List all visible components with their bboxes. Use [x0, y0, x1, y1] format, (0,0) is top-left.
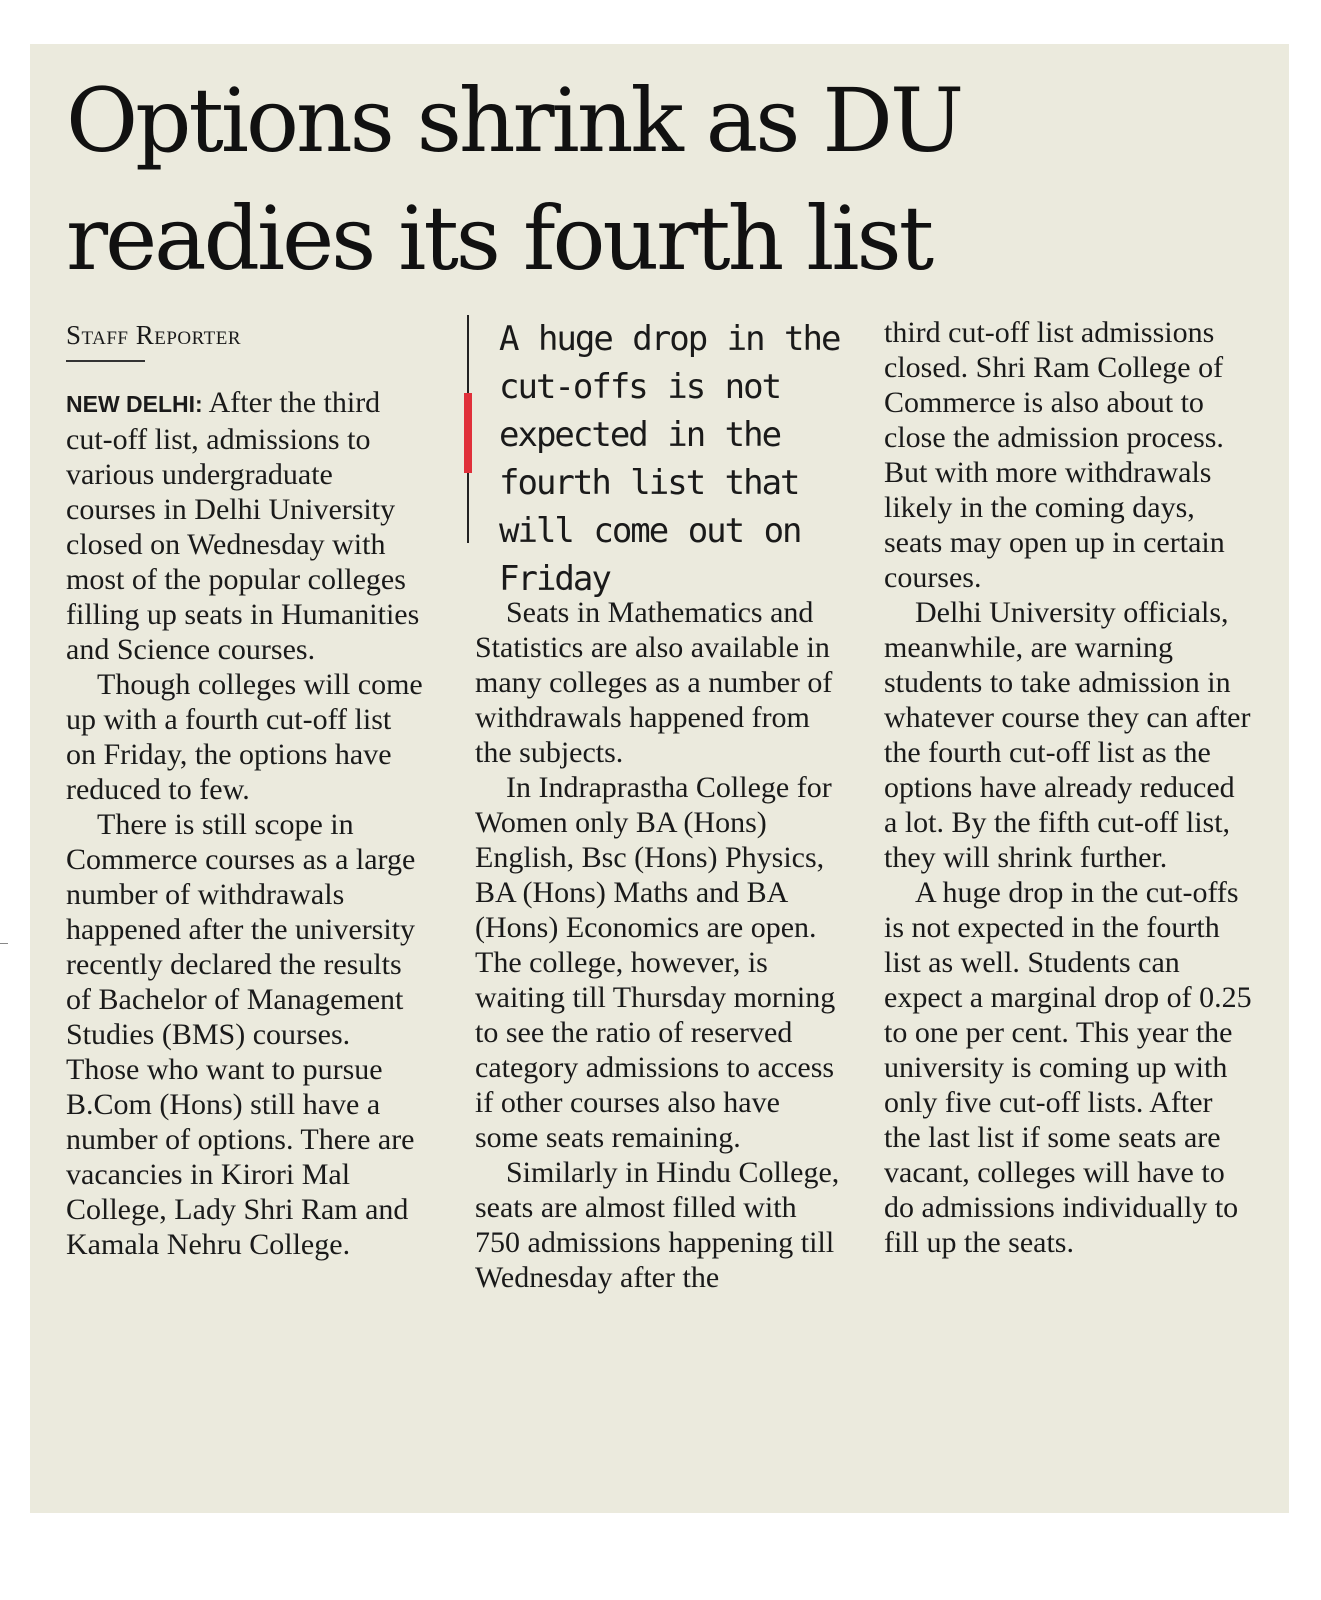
article-column-1	[66, 385, 426, 1262]
paragraph-text: After the third cut-off list, admissions to various undergraduate courses in Delhi University closed on Wednesday with most of the popular colleges filling up seats in Humanities and Science courses.	[66, 386, 420, 666]
paragraph: third cut-off list admissions closed. Shri Ram College of Commerce is also about to close the admission process. But with more withdrawals likely in the coming days, seats may open up in certain courses.	[884, 316, 1225, 594]
paragraph: Though colleges will come up with a fourth cut-off list on Friday, the options have reduced to few.	[66, 668, 423, 806]
paragraph: A huge drop in the cut-offs is not expected in the fourth list as well. Students can expect a marginal drop of 0.25 to one per cent. This year the university is coming up with only five cut-off lists. After the last list if some seats are vacant, colleges will have to do admissions individually to fill up the seats.	[884, 876, 1252, 1259]
paragraph: Seats in Mathematics and Statistics are also available in many colleges as a number of withdrawals happened from the subjects.	[475, 596, 833, 769]
headline: Options shrink as DU readies its fourth list	[66, 69, 962, 290]
margin-tick	[0, 943, 8, 944]
paragraph: In Indraprastha College for Women only BA (Hons) English, Bsc (Hons) Physics, BA (Hons) Maths and BA (Hons) Economics are open. The college, however, is waiting till Thursday morning to see the ratio of reserved category admissions to access if other courses also have some seats remaining.	[475, 771, 836, 1154]
pull-quote-accent	[464, 393, 472, 473]
byline-rule	[66, 360, 145, 362]
article-column-3	[884, 315, 1254, 1260]
article-column-2	[475, 595, 845, 1295]
newspaper-clipping	[30, 44, 1289, 1513]
paragraph: There is still scope in Commerce courses as a large number of withdrawals happened after the university recently declared the results of Bachelor of Management Studies (BMS) courses. Those who want to pursue B.Com (Hons) still have a number of options. There are vacancies in Kirori Mal College, Lady Shri Ram and Kamala Nehru College.	[66, 808, 416, 1261]
paragraph	[66, 385, 426, 667]
paragraph: Similarly in Hindu College, seats are almost filled with 750 admissions happening till Wednesday after the	[475, 1156, 840, 1294]
pull-quote: A huge drop in the cut-offs is not expected in the fourth list that will come out on Friday	[499, 319, 840, 599]
byline: Staff Reporter	[66, 320, 242, 350]
dateline: NEW DELHI:	[66, 391, 203, 417]
paragraph: Delhi University officials, meanwhile, are warning students to take admission in whatever course they can after the fourth cut-off list as the options have already reduced a lot. By the fifth cut-off list, they will shrink further.	[884, 596, 1251, 874]
